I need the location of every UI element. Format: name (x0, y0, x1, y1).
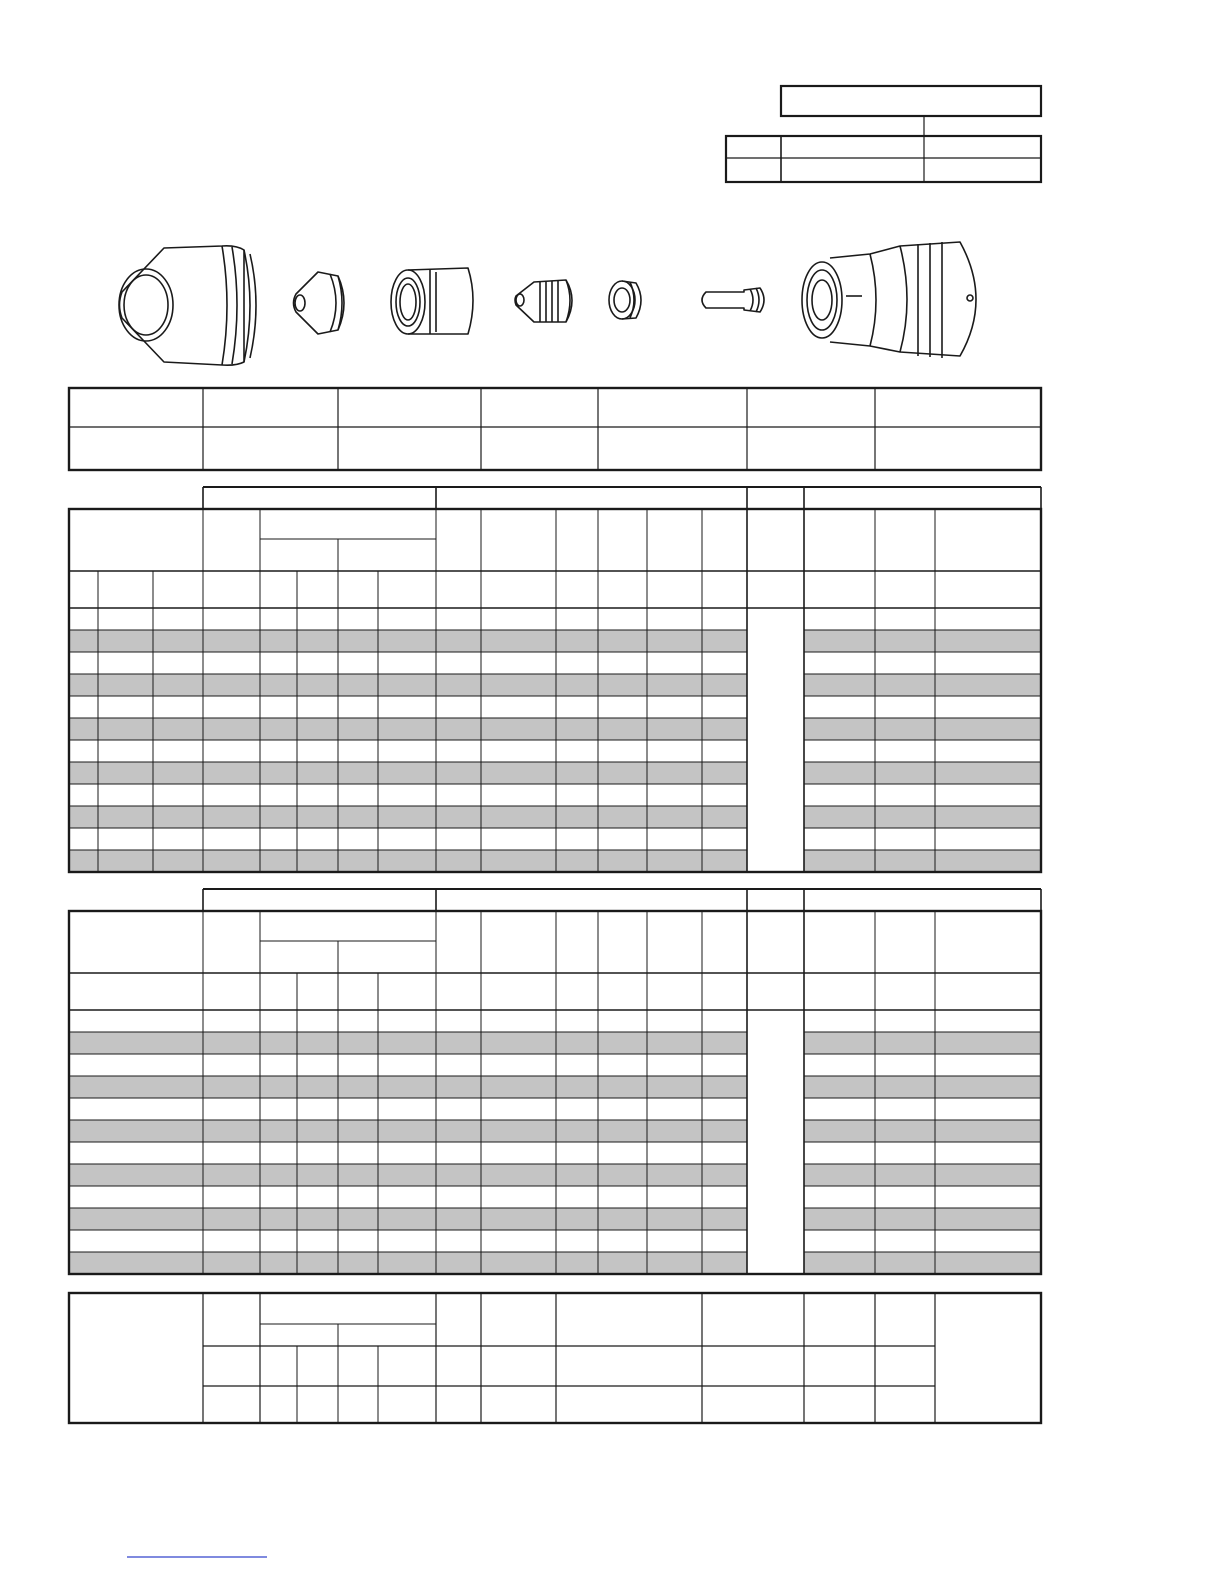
shaded-row (804, 1208, 1041, 1230)
consumable-parts-illustration (119, 242, 976, 365)
retaining-cap-icon (391, 268, 473, 334)
shaded-row (69, 850, 747, 872)
header-box (781, 86, 1041, 116)
shaded-row (804, 674, 1041, 696)
shaded-row (804, 1120, 1041, 1142)
shaded-row (69, 762, 747, 784)
shaded-row (69, 1252, 747, 1274)
summary-table (69, 1293, 1041, 1423)
shaded-row (804, 1076, 1041, 1098)
shaded-row (804, 762, 1041, 784)
shaded-row (69, 1164, 747, 1186)
shaded-row (69, 1120, 747, 1142)
parts-table (69, 388, 1041, 470)
shaded-row (804, 1032, 1041, 1054)
shaded-row (69, 1208, 747, 1230)
shaded-row (69, 1032, 747, 1054)
shaded-row (69, 806, 747, 828)
shaded-row (69, 718, 747, 740)
part-number-box (726, 136, 1041, 182)
shaded-row (69, 674, 747, 696)
nozzle-icon (294, 272, 345, 334)
shaded-row (804, 806, 1041, 828)
shield-icon (119, 246, 256, 365)
table-grids (69, 86, 1041, 1423)
nozzle-tip-icon (515, 280, 572, 322)
torch-body-icon (802, 242, 976, 358)
shaded-row (804, 850, 1041, 872)
shaded-row (804, 1252, 1041, 1274)
shaded-row (69, 630, 747, 652)
shaded-row (804, 630, 1041, 652)
swirl-ring-icon (609, 281, 641, 319)
shaded-row (69, 1076, 747, 1098)
electrode-icon (702, 288, 764, 312)
shaded-row (804, 718, 1041, 740)
shaded-row (804, 1164, 1041, 1186)
